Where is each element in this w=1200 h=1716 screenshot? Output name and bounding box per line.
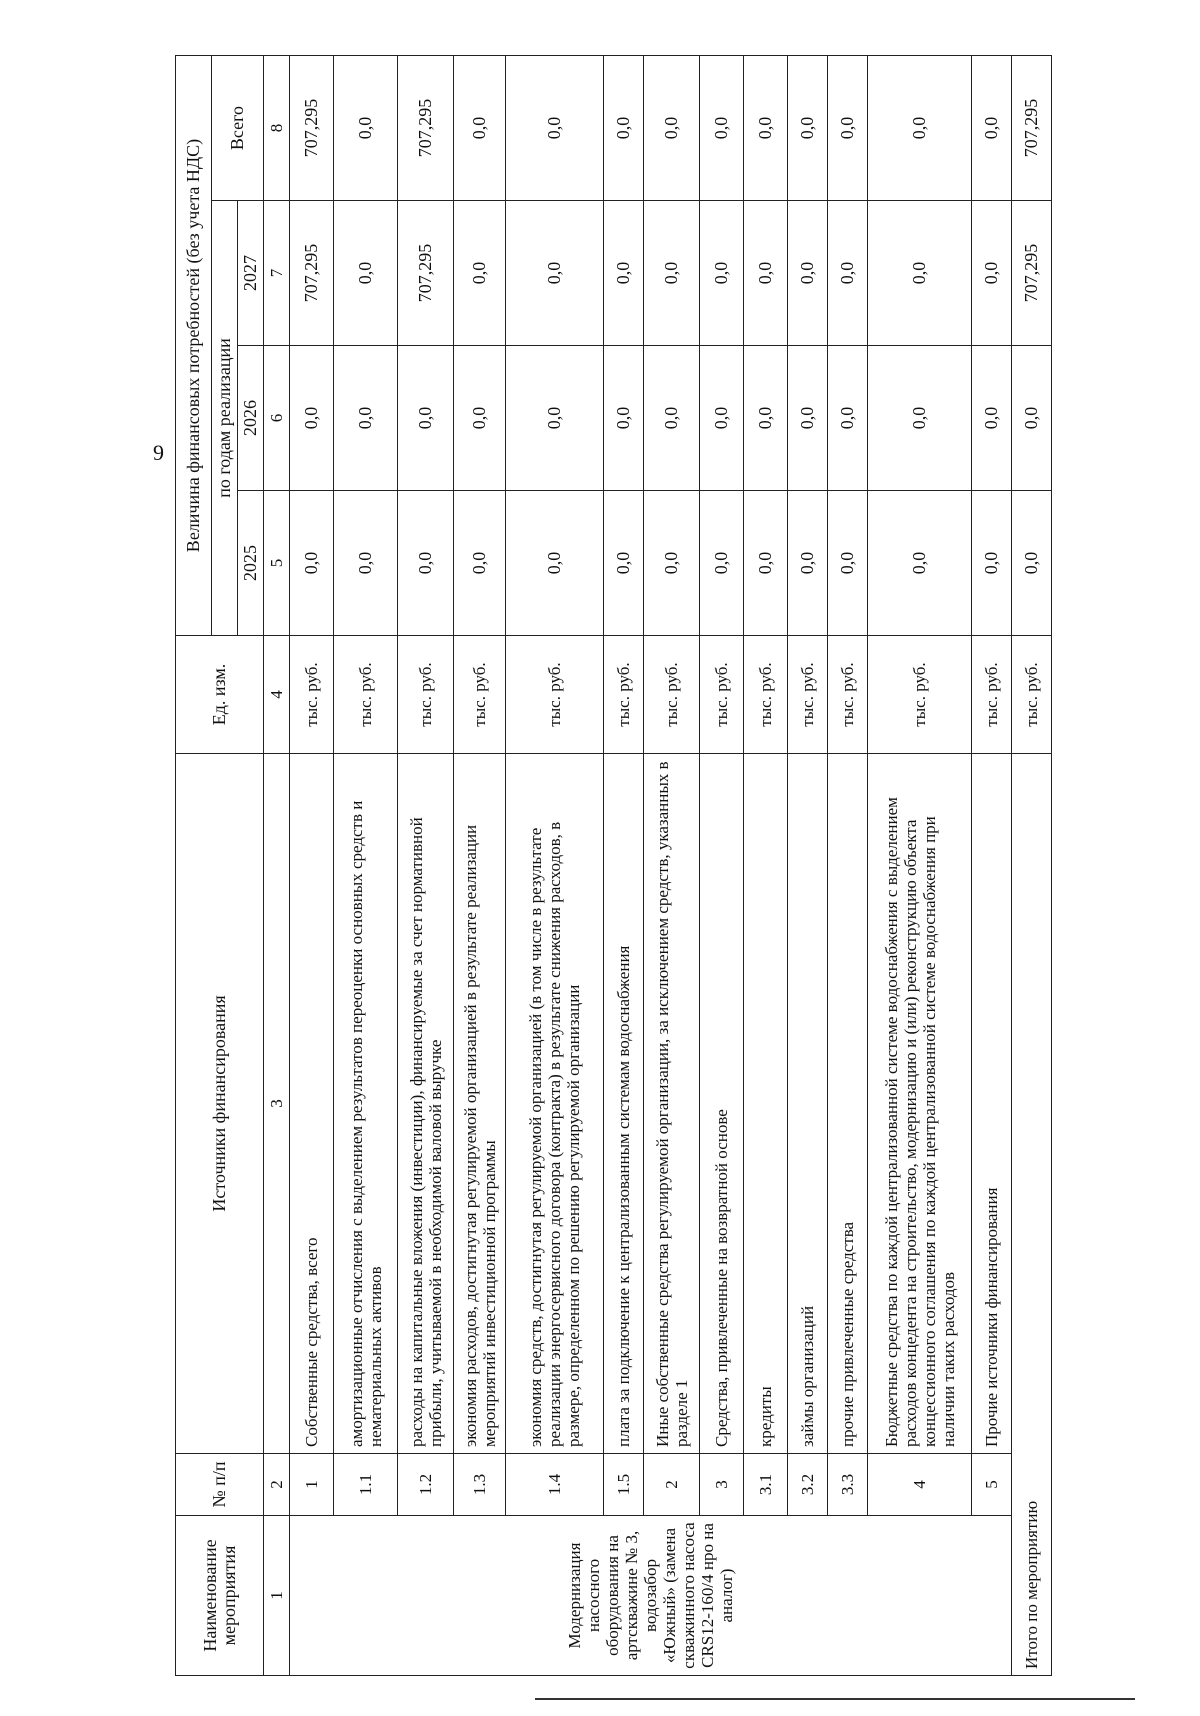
- unit-cell: тыс. руб.: [744, 636, 788, 754]
- value-2026: 0,0: [506, 346, 604, 491]
- financing-table: [175, 55, 1052, 1676]
- header-by-year: по годам реализации: [212, 201, 238, 636]
- column-index: 7: [264, 201, 290, 346]
- funding-source: экономия расходов, достигнутая регулируемой организацией в результате реализации мероприятий инвестиционной программы: [454, 754, 506, 1454]
- value-2026: 0,0: [604, 346, 644, 491]
- value-2026: 0,0: [334, 346, 398, 491]
- value-2025: 0,0: [506, 491, 604, 636]
- funding-source: амортизационные отчисления с выделением результатов переоценки основных средств и нематериальных активов: [334, 754, 398, 1454]
- table-row: [868, 56, 972, 1676]
- table-row: [700, 56, 744, 1676]
- unit-cell: тыс. руб.: [506, 636, 604, 754]
- value-total: 707,295: [398, 56, 454, 201]
- column-index: 1: [264, 1516, 290, 1676]
- row-number: 5: [972, 1454, 1012, 1516]
- value-total: 0,0: [788, 56, 828, 201]
- funding-source: Собственные средства, всего: [290, 754, 334, 1454]
- header-number: № п/п: [176, 1454, 264, 1516]
- table-row: [644, 56, 700, 1676]
- value-total: 707,295: [1012, 56, 1052, 201]
- table-row: [972, 56, 1012, 1676]
- header-year: 2026: [238, 346, 264, 491]
- value-2026: 0,0: [700, 346, 744, 491]
- value-2025: 0,0: [744, 491, 788, 636]
- table-body: [176, 56, 1052, 1676]
- value-total: 0,0: [868, 56, 972, 201]
- unit-cell: тыс. руб.: [334, 636, 398, 754]
- column-index: 6: [264, 346, 290, 491]
- value-2027: 0,0: [700, 201, 744, 346]
- total-row: [1012, 56, 1052, 1676]
- value-total: 0,0: [972, 56, 1012, 201]
- value-2026: 0,0: [1012, 346, 1052, 491]
- header-source: Источники финансирования: [176, 754, 264, 1454]
- value-2025: 0,0: [788, 491, 828, 636]
- value-2027: 0,0: [828, 201, 868, 346]
- value-2025: 0,0: [454, 491, 506, 636]
- table-row: [334, 56, 398, 1676]
- value-total: 0,0: [700, 56, 744, 201]
- funding-source: экономия средств, достигнутая регулируемой организацией (в том числе в результате реализации энергосервисного договора (контракта) в результате снижения расходов, в размере, определенном по решению регулируемой организации: [506, 754, 604, 1454]
- value-2025: 0,0: [604, 491, 644, 636]
- value-2027: 707,295: [290, 201, 334, 346]
- table-row: [290, 56, 334, 1676]
- unit-cell: тыс. руб.: [454, 636, 506, 754]
- column-index: 5: [264, 491, 290, 636]
- funding-source: Средства, привлеченные на возвратной основе: [700, 754, 744, 1454]
- value-2025: 0,0: [868, 491, 972, 636]
- unit-cell: тыс. руб.: [700, 636, 744, 754]
- table-row: [604, 56, 644, 1676]
- value-2025: 0,0: [1012, 491, 1052, 636]
- value-total: 0,0: [334, 56, 398, 201]
- value-2026: 0,0: [398, 346, 454, 491]
- value-2025: 0,0: [334, 491, 398, 636]
- unit-cell: тыс. руб.: [1012, 636, 1052, 754]
- header-year: 2025: [238, 491, 264, 636]
- row-number: 3.1: [744, 1454, 788, 1516]
- row-number: 1.3: [454, 1454, 506, 1516]
- table-row: [828, 56, 868, 1676]
- value-2027: 0,0: [454, 201, 506, 346]
- table-row: [506, 56, 604, 1676]
- value-2027: 0,0: [334, 201, 398, 346]
- unit-cell: тыс. руб.: [788, 636, 828, 754]
- total-label: Итого по мероприятию: [1012, 754, 1052, 1676]
- value-2025: 0,0: [972, 491, 1012, 636]
- table-row: [454, 56, 506, 1676]
- value-2027: 0,0: [788, 201, 828, 346]
- unit-cell: тыс. руб.: [290, 636, 334, 754]
- value-total: 0,0: [744, 56, 788, 201]
- value-total: 707,295: [290, 56, 334, 201]
- column-index: 8: [264, 56, 290, 201]
- row-number: 3.3: [828, 1454, 868, 1516]
- column-index: 2: [264, 1454, 290, 1516]
- value-total: 0,0: [454, 56, 506, 201]
- row-number: 1: [290, 1454, 334, 1516]
- value-2026: 0,0: [290, 346, 334, 491]
- header-unit: Ед. изм.: [176, 636, 264, 754]
- value-2025: 0,0: [398, 491, 454, 636]
- row-number: 1.2: [398, 1454, 454, 1516]
- row-number: 1.4: [506, 1454, 604, 1516]
- row-number: 1.1: [334, 1454, 398, 1516]
- value-2027: 0,0: [604, 201, 644, 346]
- table-row: [398, 56, 454, 1676]
- scan-edge-line: [535, 1698, 1135, 1700]
- unit-cell: тыс. руб.: [398, 636, 454, 754]
- value-2026: 0,0: [454, 346, 506, 491]
- value-2026: 0,0: [644, 346, 700, 491]
- value-2027: 0,0: [972, 201, 1012, 346]
- value-total: 0,0: [644, 56, 700, 201]
- value-total: 0,0: [604, 56, 644, 201]
- header-year: 2027: [238, 201, 264, 346]
- value-2026: 0,0: [788, 346, 828, 491]
- table-row: [744, 56, 788, 1676]
- header-event-name: Наименование мероприятия: [176, 1516, 264, 1676]
- value-2027: 707,295: [398, 201, 454, 346]
- unit-cell: тыс. руб.: [604, 636, 644, 754]
- row-number: 4: [868, 1454, 972, 1516]
- value-2027: 0,0: [744, 201, 788, 346]
- value-2025: 0,0: [290, 491, 334, 636]
- value-2025: 0,0: [644, 491, 700, 636]
- value-2027: 0,0: [506, 201, 604, 346]
- row-number: 1.5: [604, 1454, 644, 1516]
- page-number: 9: [153, 440, 164, 465]
- funding-source: займы организаций: [788, 754, 828, 1454]
- rotated-page: [145, 26, 1200, 1706]
- row-number: 2: [644, 1454, 700, 1516]
- unit-cell: тыс. руб.: [644, 636, 700, 754]
- value-total: 0,0: [506, 56, 604, 201]
- unit-cell: тыс. руб.: [972, 636, 1012, 754]
- funding-source: расходы на капитальные вложения (инвестиции), финансируемые за счет нормативной прибыли, учитываемой в необходимой валовой выручке: [398, 754, 454, 1454]
- value-2026: 0,0: [744, 346, 788, 491]
- row-number: 3.2: [788, 1454, 828, 1516]
- header-financing: Величина финансовых потребностей (без учета НДС): [176, 56, 212, 636]
- value-total: 0,0: [828, 56, 868, 201]
- value-2025: 0,0: [700, 491, 744, 636]
- column-index: 3: [264, 754, 290, 1454]
- funding-source: Бюджетные средства по каждой централизованной системе водоснабжения с выделением расходов концедента на строительство, модернизацию и (или) реконструкцию объекта концессионного соглашения по каждой централизованной системе водоснабжения при наличии таких расходов: [868, 754, 972, 1454]
- event-name-cell: Модернизация насосного оборудования на артскважине № 3, водозабор «Южный» (замена скважинного насоса CRS12-160/4 нро на аналог): [290, 1516, 1012, 1676]
- value-2026: 0,0: [972, 346, 1012, 491]
- unit-cell: тыс. руб.: [868, 636, 972, 754]
- table-row: [788, 56, 828, 1676]
- value-2027: 0,0: [644, 201, 700, 346]
- value-2027: 0,0: [868, 201, 972, 346]
- value-2027: 707,295: [1012, 201, 1052, 346]
- funding-source: прочие привлеченные средства: [828, 754, 868, 1454]
- value-2026: 0,0: [868, 346, 972, 491]
- unit-cell: тыс. руб.: [828, 636, 868, 754]
- value-2026: 0,0: [828, 346, 868, 491]
- value-2025: 0,0: [828, 491, 868, 636]
- funding-source: кредиты: [744, 754, 788, 1454]
- header-total: Всего: [212, 56, 264, 201]
- column-index: 4: [264, 636, 290, 754]
- funding-source: Иные собственные средства регулируемой организации, за исключением средств, указанных в разделе 1: [644, 754, 700, 1454]
- funding-source: плата за подключение к централизованным системам водоснабжения: [604, 754, 644, 1454]
- funding-source: Прочие источники финансирования: [972, 754, 1012, 1454]
- row-number: 3: [700, 1454, 744, 1516]
